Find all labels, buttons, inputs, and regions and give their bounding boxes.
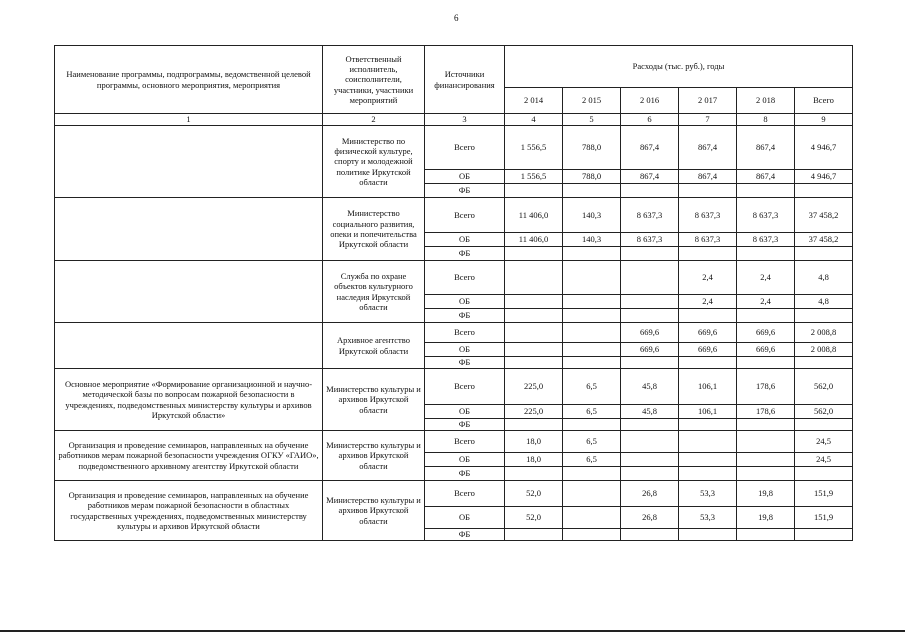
year-value-cell	[563, 481, 621, 507]
year-value-cell: 178,6	[737, 369, 795, 405]
page-number: 6	[454, 13, 459, 23]
year-value-cell: 2,4	[737, 261, 795, 295]
year-value-cell: 8 637,3	[737, 198, 795, 233]
year-value-cell: 1 556,5	[505, 126, 563, 170]
total-value-cell: 24,5	[795, 453, 853, 467]
year-value-cell	[679, 419, 737, 431]
year-value-cell: 2,4	[737, 295, 795, 309]
funding-source-cell: ФБ	[425, 419, 505, 431]
year-value-cell	[563, 261, 621, 295]
total-value-cell	[795, 467, 853, 481]
year-value-cell	[679, 453, 737, 467]
funding-source-cell: ОБ	[425, 453, 505, 467]
year-value-cell: 18,0	[505, 453, 563, 467]
year-value-cell: 867,4	[679, 126, 737, 170]
executor-cell: Министерство социального развития, опеки и попечительства Иркутской области	[323, 198, 425, 261]
year-value-cell: 669,6	[679, 323, 737, 343]
year-value-cell: 867,4	[679, 170, 737, 184]
funding-source-cell: ОБ	[425, 295, 505, 309]
header-name: Наименование программы, подпрограммы, ведомственной целевой программы, основного мероприятия, мероприятия	[55, 46, 323, 114]
year-value-cell: 867,4	[737, 170, 795, 184]
year-value-cell	[505, 343, 563, 357]
year-value-cell: 6,5	[563, 453, 621, 467]
year-value-cell	[621, 453, 679, 467]
year-value-cell	[505, 323, 563, 343]
header-col-number: 3	[425, 114, 505, 126]
year-value-cell	[563, 529, 621, 541]
executor-cell: Министерство культуры и архивов Иркутской области	[323, 481, 425, 541]
total-value-cell: 37 458,2	[795, 233, 853, 247]
year-value-cell	[621, 357, 679, 369]
year-value-cell: 669,6	[737, 343, 795, 357]
funding-source-cell: ОБ	[425, 343, 505, 357]
header-year: 2 017	[679, 88, 737, 114]
year-value-cell: 669,6	[621, 323, 679, 343]
program-name-cell	[55, 261, 323, 323]
total-value-cell	[795, 357, 853, 369]
year-value-cell	[505, 529, 563, 541]
year-value-cell	[563, 467, 621, 481]
year-value-cell	[505, 261, 563, 295]
funding-source-cell: ФБ	[425, 247, 505, 261]
header-year-total: Всего	[795, 88, 853, 114]
year-value-cell	[621, 529, 679, 541]
year-value-cell: 2,4	[679, 261, 737, 295]
year-value-cell	[621, 467, 679, 481]
year-value-cell	[563, 247, 621, 261]
header-col-number: 4	[505, 114, 563, 126]
funding-source-cell: Всего	[425, 481, 505, 507]
header-col-number: 5	[563, 114, 621, 126]
year-value-cell: 52,0	[505, 507, 563, 529]
program-name-cell: Организация и проведение семинаров, направленных на обучение работников мерам пожарной безопасности учреждения ОГКУ «ГАИО», подведомственного архивному агентству Иркутской области	[55, 431, 323, 481]
table-row	[55, 369, 853, 405]
year-value-cell	[737, 467, 795, 481]
year-value-cell	[563, 343, 621, 357]
header-numbers-row	[55, 114, 853, 126]
header-year: 2 015	[563, 88, 621, 114]
header-col-number: 2	[323, 114, 425, 126]
year-value-cell	[563, 323, 621, 343]
year-value-cell: 19,8	[737, 481, 795, 507]
year-value-cell: 140,3	[563, 198, 621, 233]
year-value-cell	[563, 419, 621, 431]
year-value-cell: 45,8	[621, 369, 679, 405]
year-value-cell: 106,1	[679, 369, 737, 405]
table-row	[55, 481, 853, 507]
table-row	[55, 431, 853, 453]
year-value-cell	[737, 309, 795, 323]
header-col-number: 6	[621, 114, 679, 126]
total-value-cell: 37 458,2	[795, 198, 853, 233]
header-col-number: 1	[55, 114, 323, 126]
year-value-cell	[505, 467, 563, 481]
year-value-cell	[621, 295, 679, 309]
funding-source-cell: ФБ	[425, 357, 505, 369]
year-value-cell	[505, 357, 563, 369]
year-value-cell: 867,4	[621, 170, 679, 184]
year-value-cell: 106,1	[679, 405, 737, 419]
executor-cell: Служба по охране объектов культурного наследия Иркутской области	[323, 261, 425, 323]
year-value-cell	[737, 431, 795, 453]
year-value-cell: 8 637,3	[737, 233, 795, 247]
funding-source-cell: Всего	[425, 126, 505, 170]
year-value-cell	[737, 419, 795, 431]
header-year: 2 014	[505, 88, 563, 114]
program-name-cell	[55, 323, 323, 369]
year-value-cell	[679, 247, 737, 261]
year-value-cell	[737, 529, 795, 541]
year-value-cell	[621, 419, 679, 431]
year-value-cell: 867,4	[621, 126, 679, 170]
total-value-cell: 2 008,8	[795, 343, 853, 357]
year-value-cell	[621, 309, 679, 323]
year-value-cell: 45,8	[621, 405, 679, 419]
bottom-rule	[0, 630, 905, 632]
header-year: 2 016	[621, 88, 679, 114]
year-value-cell	[563, 507, 621, 529]
table-row	[55, 198, 853, 233]
year-value-cell: 788,0	[563, 170, 621, 184]
total-value-cell	[795, 247, 853, 261]
year-value-cell: 6,5	[563, 405, 621, 419]
executor-cell: Министерство культуры и архивов Иркутской области	[323, 369, 425, 431]
total-value-cell: 151,9	[795, 481, 853, 507]
year-value-cell: 867,4	[737, 126, 795, 170]
total-value-cell: 151,9	[795, 507, 853, 529]
year-value-cell	[563, 309, 621, 323]
funding-source-cell: ФБ	[425, 309, 505, 323]
funding-source-cell: ФБ	[425, 467, 505, 481]
year-value-cell: 8 637,3	[679, 233, 737, 247]
year-value-cell: 788,0	[563, 126, 621, 170]
header-executor: Ответственный исполнитель, соисполнители, участники, участники мероприятий	[323, 46, 425, 114]
header-col-number: 9	[795, 114, 853, 126]
year-value-cell: 669,6	[621, 343, 679, 357]
header-source: Источники финансирования	[425, 46, 505, 114]
executor-cell: Министерство культуры и архивов Иркутской области	[323, 431, 425, 481]
year-value-cell: 26,8	[621, 481, 679, 507]
year-value-cell: 1 556,5	[505, 170, 563, 184]
year-value-cell	[505, 295, 563, 309]
year-value-cell: 11 406,0	[505, 198, 563, 233]
year-value-cell	[679, 184, 737, 198]
funding-source-cell: ОБ	[425, 233, 505, 247]
funding-source-cell: Всего	[425, 261, 505, 295]
program-name-cell	[55, 198, 323, 261]
year-value-cell	[505, 309, 563, 323]
year-value-cell	[737, 453, 795, 467]
year-value-cell	[679, 431, 737, 453]
header-expenses: Расходы (тыс. руб.), годы	[505, 46, 853, 88]
year-value-cell: 6,5	[563, 431, 621, 453]
funding-source-cell: ОБ	[425, 170, 505, 184]
program-name-cell: Организация и проведение семинаров, направленных на обучение работников мерам пожарной безопасности в областных государственных учреждениях, подведомственных министерству культуры и архивов Иркутской области	[55, 481, 323, 541]
total-value-cell	[795, 309, 853, 323]
funding-source-cell: ФБ	[425, 184, 505, 198]
year-value-cell	[621, 261, 679, 295]
year-value-cell: 53,3	[679, 507, 737, 529]
total-value-cell	[795, 529, 853, 541]
year-value-cell	[737, 247, 795, 261]
executor-cell: Министерство по физической культуре, спорту и молодежной политике Иркутской области	[323, 126, 425, 198]
table-row	[55, 261, 853, 295]
year-value-cell	[563, 357, 621, 369]
year-value-cell: 225,0	[505, 405, 563, 419]
year-value-cell: 669,6	[737, 323, 795, 343]
year-value-cell: 140,3	[563, 233, 621, 247]
funding-source-cell: ФБ	[425, 529, 505, 541]
year-value-cell	[621, 247, 679, 261]
year-value-cell	[563, 184, 621, 198]
year-value-cell: 53,3	[679, 481, 737, 507]
year-value-cell: 669,6	[679, 343, 737, 357]
header-col-number: 7	[679, 114, 737, 126]
year-value-cell	[563, 295, 621, 309]
year-value-cell	[505, 247, 563, 261]
total-value-cell: 4,8	[795, 261, 853, 295]
funding-source-cell: ОБ	[425, 405, 505, 419]
funding-source-cell: Всего	[425, 369, 505, 405]
total-value-cell: 562,0	[795, 405, 853, 419]
total-value-cell	[795, 184, 853, 198]
funding-source-cell: Всего	[425, 323, 505, 343]
funding-source-cell: ОБ	[425, 507, 505, 529]
financing-table	[54, 45, 853, 541]
year-value-cell: 8 637,3	[679, 198, 737, 233]
header-year: 2 018	[737, 88, 795, 114]
table-row	[55, 323, 853, 343]
table-row	[55, 126, 853, 170]
year-value-cell	[679, 357, 737, 369]
total-value-cell: 2 008,8	[795, 323, 853, 343]
year-value-cell: 8 637,3	[621, 233, 679, 247]
table-body	[55, 126, 853, 541]
funding-source-cell: Всего	[425, 431, 505, 453]
total-value-cell: 24,5	[795, 431, 853, 453]
year-value-cell: 19,8	[737, 507, 795, 529]
total-value-cell: 562,0	[795, 369, 853, 405]
year-value-cell: 225,0	[505, 369, 563, 405]
year-value-cell	[679, 529, 737, 541]
year-value-cell: 6,5	[563, 369, 621, 405]
year-value-cell: 11 406,0	[505, 233, 563, 247]
year-value-cell: 2,4	[679, 295, 737, 309]
total-value-cell: 4 946,7	[795, 126, 853, 170]
year-value-cell	[621, 431, 679, 453]
year-value-cell: 8 637,3	[621, 198, 679, 233]
year-value-cell	[679, 309, 737, 323]
executor-cell: Архивное агентство Иркутской области	[323, 323, 425, 369]
year-value-cell	[621, 184, 679, 198]
year-value-cell	[679, 467, 737, 481]
year-value-cell: 18,0	[505, 431, 563, 453]
year-value-cell	[737, 184, 795, 198]
year-value-cell: 26,8	[621, 507, 679, 529]
table-header	[55, 46, 853, 126]
header-col-number: 8	[737, 114, 795, 126]
program-name-cell: Основное мероприятие «Формирование организационной и научно-методической базы по вопросам пожарной безопасности в учреждениях, подведомственных министерству культуры и архивов Иркутской области»	[55, 369, 323, 431]
program-name-cell	[55, 126, 323, 198]
funding-source-cell: Всего	[425, 198, 505, 233]
total-value-cell	[795, 419, 853, 431]
year-value-cell	[505, 184, 563, 198]
year-value-cell: 52,0	[505, 481, 563, 507]
total-value-cell: 4,8	[795, 295, 853, 309]
year-value-cell	[737, 357, 795, 369]
year-value-cell	[505, 419, 563, 431]
year-value-cell: 178,6	[737, 405, 795, 419]
total-value-cell: 4 946,7	[795, 170, 853, 184]
